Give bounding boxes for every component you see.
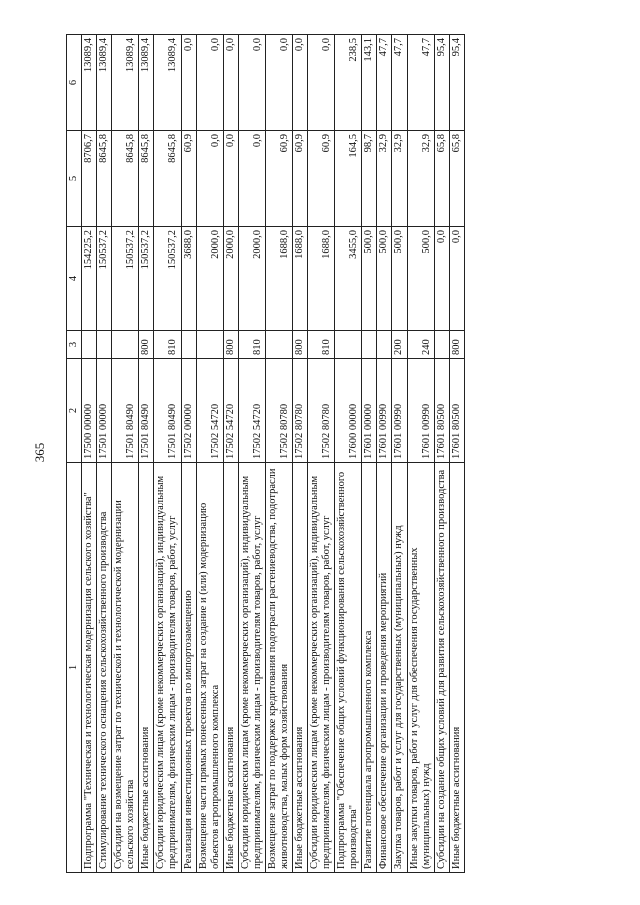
amount-cell: 0,0: [265, 35, 292, 131]
amount-cell: 13089,4: [154, 35, 181, 131]
column-header: 2: [67, 359, 82, 463]
amount-cell: 32,9: [392, 131, 407, 227]
amount-cell: 13089,4: [139, 35, 154, 131]
amount-cell: 238,5: [335, 35, 362, 131]
target-code-cell: 17502 80780: [308, 359, 335, 463]
table-row: [449, 35, 464, 873]
amount-cell: 1688,0: [308, 227, 335, 331]
item-name-cell: Субсидии юридическим лицам (кроме некоммерческих организаций), индивидуальным предпринимателям, физическим лицам - производителям товаров, работ, услуг: [238, 463, 265, 873]
amount-cell: 164,5: [335, 131, 362, 227]
amount-cell: 60,9: [265, 131, 292, 227]
item-name-cell: Закупка товаров, работ и услуг для государственных (муниципальных) нужд: [392, 463, 407, 873]
target-code-cell: 17501 00000: [97, 359, 112, 463]
expense-type-cell: [377, 331, 392, 359]
amount-cell: 2000,0: [238, 227, 265, 331]
target-code-cell: 17601 00000: [362, 359, 377, 463]
item-name-cell: Подпрограмма "Обеспечение общих условий функционирования сельскохозяйственного производства": [335, 463, 362, 873]
target-code-cell: 17500 00000: [82, 359, 97, 463]
expense-type-cell: 800: [139, 331, 154, 359]
expense-type-cell: [97, 331, 112, 359]
amount-cell: 150537,2: [112, 227, 139, 331]
expense-type-cell: 800: [223, 331, 238, 359]
table-row: [223, 35, 238, 873]
amount-cell: 500,0: [362, 227, 377, 331]
amount-cell: 95,4: [434, 35, 449, 131]
expense-type-cell: 800: [293, 331, 308, 359]
item-name-cell: Возмещение части прямых понесенных затрат на создание и (или) модернизацию объектов агропромышленного комплекса: [196, 463, 223, 873]
amount-cell: 47,7: [407, 35, 434, 131]
expense-type-cell: [82, 331, 97, 359]
item-name-cell: Субсидии на создание общих условий для развития сельскохозяйственного производства: [434, 463, 449, 873]
table-row: [308, 35, 335, 873]
amount-cell: 65,8: [449, 131, 464, 227]
expense-type-cell: 810: [238, 331, 265, 359]
budget-table: [66, 34, 465, 873]
target-code-cell: 17601 80500: [449, 359, 464, 463]
expense-type-cell: [335, 331, 362, 359]
amount-cell: 3455,0: [335, 227, 362, 331]
expense-type-cell: [434, 331, 449, 359]
target-code-cell: 17502 54720: [196, 359, 223, 463]
table-row: [362, 35, 377, 873]
expense-type-cell: 810: [154, 331, 181, 359]
target-code-cell: 17601 80500: [434, 359, 449, 463]
item-name-cell: Субсидии юридическим лицам (кроме некоммерческих организаций), индивидуальным предпринимателям, физическим лицам - производителям товаров, работ, услуг: [154, 463, 181, 873]
expense-type-cell: 200: [392, 331, 407, 359]
table-row: [377, 35, 392, 873]
item-name-cell: Иные бюджетные ассигнования: [139, 463, 154, 873]
amount-cell: 500,0: [407, 227, 434, 331]
item-name-cell: Иные бюджетные ассигнования: [449, 463, 464, 873]
amount-cell: 0,0: [223, 35, 238, 131]
amount-cell: 13089,4: [112, 35, 139, 131]
target-code-cell: 17502 54720: [238, 359, 265, 463]
amount-cell: 8706,7: [82, 131, 97, 227]
amount-cell: 0,0: [308, 35, 335, 131]
amount-cell: 0,0: [181, 35, 196, 131]
target-code-cell: 17502 80780: [265, 359, 292, 463]
amount-cell: 8645,8: [139, 131, 154, 227]
table-row: [97, 35, 112, 873]
table-row: [139, 35, 154, 873]
column-header: 1: [67, 463, 82, 873]
amount-cell: 150537,2: [139, 227, 154, 331]
table-row: [434, 35, 449, 873]
item-name-cell: Реализация инвестиционных проектов по импортозамещению: [181, 463, 196, 873]
amount-cell: 154225,2: [82, 227, 97, 331]
amount-cell: 60,9: [293, 131, 308, 227]
amount-cell: 143,1: [362, 35, 377, 131]
amount-cell: 500,0: [377, 227, 392, 331]
amount-cell: 0,0: [238, 35, 265, 131]
page-number: 365: [32, 442, 47, 463]
table-row: [196, 35, 223, 873]
column-header: 4: [67, 227, 82, 331]
amount-cell: 8645,8: [154, 131, 181, 227]
item-name-cell: Субсидии юридическим лицам (кроме некоммерческих организаций), индивидуальным предпринимателям, физическим лицам - производителям товаров, работ, услуг: [308, 463, 335, 873]
amount-cell: 98,7: [362, 131, 377, 227]
expense-type-cell: 810: [308, 331, 335, 359]
expense-type-cell: [112, 331, 139, 359]
column-header: 5: [67, 131, 82, 227]
amount-cell: 13089,4: [97, 35, 112, 131]
item-name-cell: Возмещение затрат по поддержке кредитования подотрасли растениеводства, подотрасли животноводства, малых форм хозяйствования: [265, 463, 292, 873]
amount-cell: 65,8: [434, 131, 449, 227]
amount-cell: 0,0: [238, 131, 265, 227]
target-code-cell: 17501 80490: [112, 359, 139, 463]
amount-cell: 0,0: [223, 131, 238, 227]
amount-cell: 2000,0: [196, 227, 223, 331]
target-code-cell: 17601 00990: [407, 359, 434, 463]
amount-cell: 0,0: [449, 227, 464, 331]
amount-cell: 1688,0: [265, 227, 292, 331]
amount-cell: 8645,8: [112, 131, 139, 227]
table-row: [82, 35, 97, 873]
expense-type-cell: [181, 331, 196, 359]
item-name-cell: Развитие потенциала агропромышленного комплекса: [362, 463, 377, 873]
target-code-cell: 17501 80490: [139, 359, 154, 463]
target-code-cell: 17502 80780: [293, 359, 308, 463]
table-row: [392, 35, 407, 873]
target-code-cell: 17502 00000: [181, 359, 196, 463]
expense-type-cell: [196, 331, 223, 359]
amount-cell: 95,4: [449, 35, 464, 131]
table-row: [181, 35, 196, 873]
table-body: [82, 35, 465, 873]
amount-cell: 0,0: [293, 35, 308, 131]
target-code-cell: 17501 80490: [154, 359, 181, 463]
item-name-cell: Иные бюджетные ассигнования: [293, 463, 308, 873]
column-header: 6: [67, 35, 82, 131]
target-code-cell: 17601 00990: [392, 359, 407, 463]
amount-cell: 150537,2: [154, 227, 181, 331]
amount-cell: 32,9: [407, 131, 434, 227]
amount-cell: 0,0: [196, 35, 223, 131]
target-code-cell: 17600 00000: [335, 359, 362, 463]
amount-cell: 60,9: [181, 131, 196, 227]
amount-cell: 32,9: [377, 131, 392, 227]
amount-cell: 1688,0: [293, 227, 308, 331]
item-name-cell: Стимулирование технического оснащения сельскохозяйственного производства: [97, 463, 112, 873]
table-row: [265, 35, 292, 873]
amount-cell: 2000,0: [223, 227, 238, 331]
table-row: [407, 35, 434, 873]
item-name-cell: Подпрограмма "Техническая и технологическая модернизация сельского хозяйства": [82, 463, 97, 873]
expense-type-cell: 240: [407, 331, 434, 359]
table-row: [112, 35, 139, 873]
expense-type-cell: [265, 331, 292, 359]
amount-cell: 8645,8: [97, 131, 112, 227]
amount-cell: 150537,2: [97, 227, 112, 331]
item-name-cell: Финансовое обеспечение организации и проведения мероприятий: [377, 463, 392, 873]
header-row: [67, 35, 82, 873]
item-name-cell: Субсидии на возмещение затрат по технической и технологической модернизации сельского хозяйства: [112, 463, 139, 873]
table-row: [335, 35, 362, 873]
amount-cell: 0,0: [434, 227, 449, 331]
amount-cell: 60,9: [308, 131, 335, 227]
column-header: 3: [67, 331, 82, 359]
amount-cell: 3688,0: [181, 227, 196, 331]
table-row: [154, 35, 181, 873]
amount-cell: 500,0: [392, 227, 407, 331]
amount-cell: 47,7: [377, 35, 392, 131]
target-code-cell: 17601 00990: [377, 359, 392, 463]
amount-cell: 0,0: [196, 131, 223, 227]
item-name-cell: Иные бюджетные ассигнования: [223, 463, 238, 873]
table-row: [293, 35, 308, 873]
table-row: [238, 35, 265, 873]
expense-type-cell: [362, 331, 377, 359]
target-code-cell: 17502 54720: [223, 359, 238, 463]
amount-cell: 47,7: [392, 35, 407, 131]
amount-cell: 13089,4: [82, 35, 97, 131]
expense-type-cell: 800: [449, 331, 464, 359]
item-name-cell: Иные закупки товаров, работ и услуг для обеспечения государственных (муниципальных) нужд: [407, 463, 434, 873]
